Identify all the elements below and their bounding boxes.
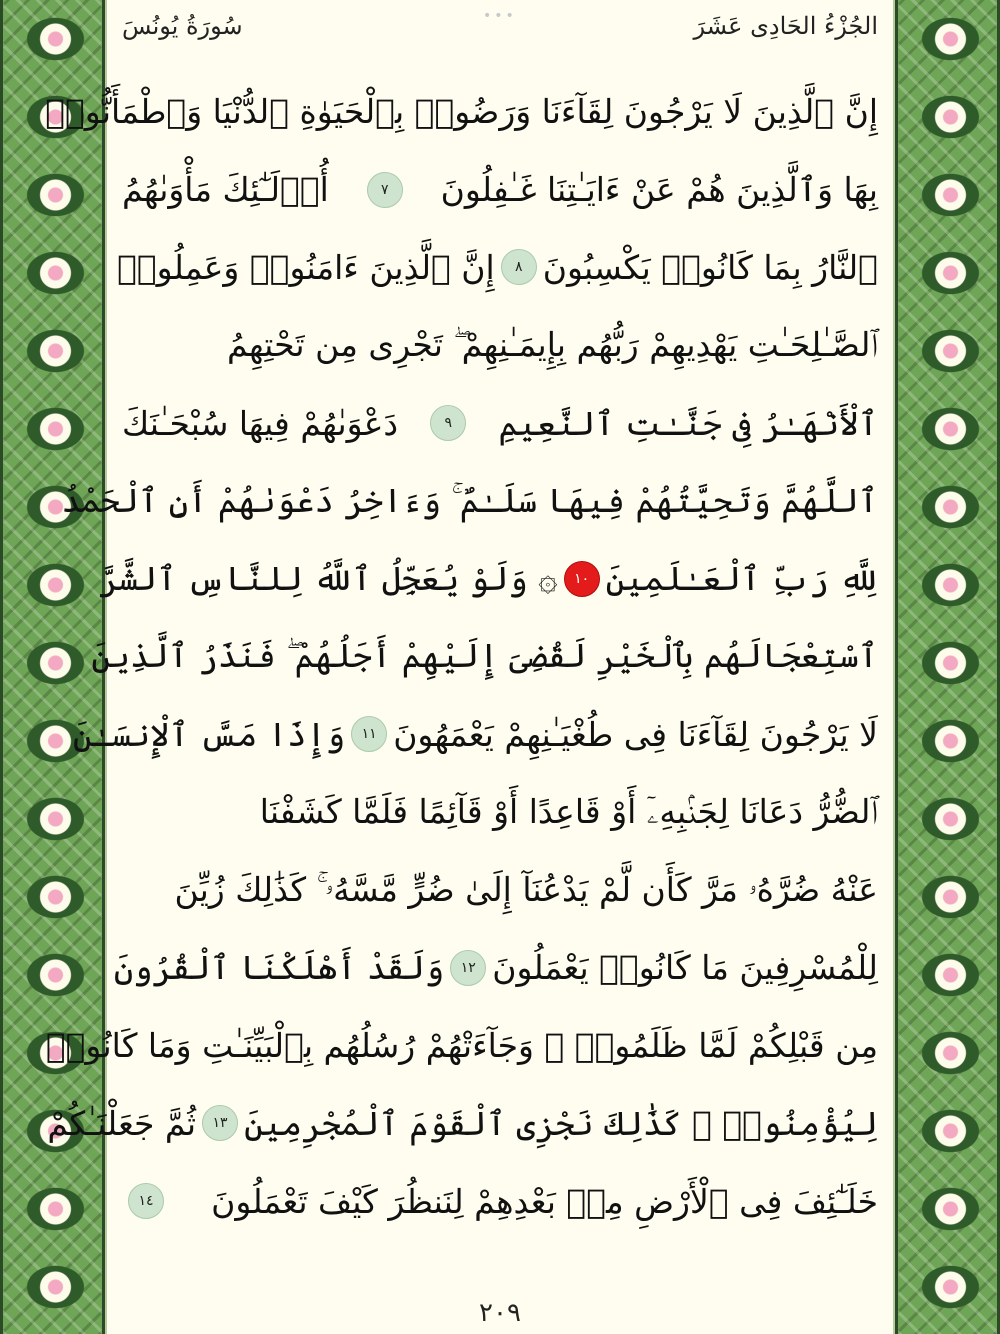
verse-text: أُو۟لَـٰٓئِكَ مَأْوَىٰهُمُ — [122, 170, 329, 210]
verse-line — [47, 1071, 878, 1149]
surah-title: سُورَةُ يُونُسَ — [122, 12, 243, 40]
verse-line — [122, 371, 878, 449]
verse-text: وَإِذَا مَسَّ ٱلْإِنسَـٰنَ — [72, 714, 346, 754]
verse-text: ٱللَّهُمَّ وَتَحِيَّتُهُمْ فِيهَا سَلَـٰمٌ ۚ وَءَاخِرُ دَعْوَىٰهُمْ أَنِ ٱلْحَمْدُ — [61, 480, 878, 520]
verse-text: خَلَـٰٓئِفَ فِى ٱلْأَرْضِ مِنۢ بَعْدِهِمْ لِنَنظُرَ كَيْفَ تَعْمَلُونَ — [211, 1181, 878, 1221]
ayah-marker[interactable]: ٩ — [430, 405, 466, 441]
verse-text: ٱسْتِعْجَالَهُم بِٱلْخَيْرِ لَقُضِىَ إِلَيْهِمْ أَجَلُهُمْ ۖ فَنَذَرُ ٱلَّذِينَ — [91, 636, 878, 676]
verse-text: وَلَقَدْ أَهْلَكْنَا ٱلْقُرُونَ — [113, 948, 445, 988]
verse-line — [61, 449, 878, 527]
ayah-marker-active[interactable]: ١٠ — [564, 561, 600, 597]
verse-text: لِيُؤْمِنُوا۟ ۚ كَذَٰلِكَ نَجْزِى ٱلْقَوْمَ ٱلْمُجْرِمِينَ — [244, 1103, 878, 1143]
verse-text: إِنَّ ٱلَّذِينَ لَا يَرْجُونَ لِقَآءَنَا وَرَضُوا۟ بِٱلْحَيَوٰةِ ٱلدُّنْيَا وَٱطْمَأَنُّوا۟ — [45, 92, 878, 132]
juz-title: الجُزْءُ الحَادِى عَشَرَ — [693, 12, 878, 40]
verse-line — [45, 994, 878, 1072]
verse-text: ثُمَّ جَعَلْنَـٰكُمْ — [47, 1103, 197, 1143]
ayah-marker[interactable]: ٨ — [501, 249, 537, 285]
ayah-marker[interactable]: ١٣ — [202, 1105, 238, 1141]
verse-line — [113, 916, 878, 994]
verse-line — [122, 138, 878, 216]
verse-line — [117, 216, 878, 294]
verse-text: لِلْمُسْرِفِينَ مَا كَانُوا۟ يَعْمَلُونَ — [492, 948, 878, 988]
verse-line — [72, 682, 878, 760]
verse-text: إِنَّ ٱلَّذِينَ ءَامَنُوا۟ وَعَمِلُوا۟ — [117, 247, 495, 287]
page-number: ٢٠٩ — [479, 1298, 521, 1328]
quran-text-block — [45, 60, 878, 1227]
verse-text: بِهَا وَٱلَّذِينَ هُمْ عَنْ ءَايَـٰتِنَا غَـٰفِلُونَ — [440, 170, 878, 210]
verse-line — [122, 1149, 878, 1227]
verse-line — [99, 527, 878, 605]
verse-text: ٱلضُّرُّ دَعَانَا لِجَنۢبِهِۦٓ أَوْ قَاعِدًا أَوْ قَآئِمًا فَلَمَّا كَشَفْنَا — [259, 792, 878, 832]
verse-text: ٱلْأَنْهَـٰرُ فِى جَنَّـٰتِ ٱلنَّعِيمِ — [498, 403, 878, 443]
verse-text: لِلَّهِ رَبِّ ٱلْعَـٰلَمِينَ — [605, 559, 878, 599]
decorative-border-right — [895, 0, 1000, 1334]
verse-line — [122, 293, 878, 371]
verse-text: ٱلصَّـٰلِحَـٰتِ يَهْدِيهِمْ رَبُّهُم بِإِيمَـٰنِهِمْ ۖ تَجْرِى مِن تَحْتِهِمُ — [227, 325, 878, 365]
verse-text: دَعْوَىٰهُمْ فِيهَا سُبْحَـٰنَكَ — [122, 403, 399, 443]
verse-line — [91, 605, 878, 683]
verse-text: ۞ وَلَوْ يُعَجِّلُ ٱللَّهُ لِلنَّاسِ ٱلشَّرَّ — [99, 559, 558, 599]
verse-line — [122, 838, 878, 916]
verse-line — [45, 60, 878, 138]
ayah-marker[interactable]: ٧ — [367, 172, 403, 208]
verse-text: لَا يَرْجُونَ لِقَآءَنَا فِى طُغْيَـٰنِهِمْ يَعْمَهُونَ — [393, 714, 878, 754]
verse-text: مِن قَبْلِكُمْ لَمَّا ظَلَمُوا۟ ۙ وَجَآءَتْهُمْ رُسُلُهُم بِٱلْبَيِّنَـٰتِ وَمَا كَانُوا۟ — [45, 1025, 878, 1065]
verse-text: ٱلنَّارُ بِمَا كَانُوا۟ يَكْسِبُونَ — [542, 247, 878, 287]
ayah-marker[interactable]: ١٢ — [450, 950, 486, 986]
verse-text: عَنْهُ ضُرَّهُۥ مَرَّ كَأَن لَّمْ يَدْعُنَآ إِلَىٰ ضُرٍّ مَّسَّهُۥ ۚ كَذَٰلِكَ زُيِّنَ — [174, 869, 878, 909]
ayah-marker[interactable]: ١١ — [351, 716, 387, 752]
ayah-marker[interactable]: ١٤ — [128, 1183, 164, 1219]
verse-line — [122, 760, 878, 838]
more-dots-icon[interactable]: ••• — [483, 8, 517, 24]
